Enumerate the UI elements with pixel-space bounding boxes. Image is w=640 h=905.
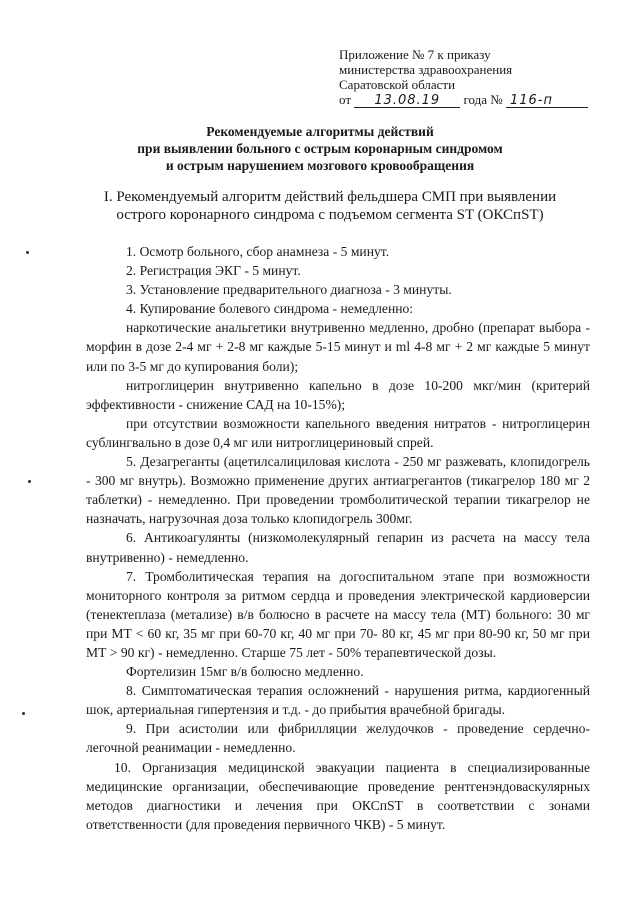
year-number-label: года № xyxy=(463,92,503,107)
list-item-7: 7. Тромболитическая терапия на догоспитальном этапе при возможности мониторного контроля за ритмом сердца и проведения электрической кардиоверсии (тенектеплаза (метализе) в/в болюсно в расчете на массу тела (МТ) больного: 30 мг при МТ < 60 кг, 35 мг при 60-70 кг, 40 мг при 70- 80 кг, 45 мг при 80-90 кг, 50 мг при МТ > 90 кг) - немедленно. Старше 75 лет - 50% терапевтической дозы. xyxy=(86,568,590,660)
appendix-line-2: министерства здравоохранения xyxy=(339,62,513,77)
appendix-header xyxy=(339,47,599,108)
scan-speck xyxy=(28,480,31,483)
section-line-2: острого коронарного синдрома с подъемом сегмента ST (ОКСпST) xyxy=(116,207,544,223)
list-item-5: 5. Дезагреганты (ацетилсалициловая кислота - 250 мг разжевать, клопидогрель - 300 мг внутрь). Возможно применение других антиагрегантов (тикагрелор 180 мг 2 таблетки) - немедленно. При проведении тромболитической терапии тикагрелор не назначать, нагрузочная доза только клопидогрель 300мг. xyxy=(86,454,590,527)
appendix-line-1: Приложение № 7 к приказу xyxy=(339,47,491,62)
algorithm-body xyxy=(86,242,590,834)
list-item-8: 8. Симптоматическая терапия осложнений - нарушения ритма, кардиогенный шок, артериальная гипертензия и т.д. - до прибытия врачебной бригады. xyxy=(86,683,590,718)
appendix-date-line xyxy=(339,92,599,108)
title-line-3: и острым нарушением мозгового кровообращения xyxy=(165,158,475,173)
scan-speck xyxy=(22,712,25,715)
scan-speck xyxy=(26,251,29,254)
section-line-1: I. Рекомендуемый алгоритм действий фельдшера СМП при выявлении xyxy=(103,189,557,205)
title-line-1: Рекомендуемые алгоритмы действий xyxy=(206,124,434,139)
list-item-10: 10. Организация медицинской эвакуации пациента в специализированные медицинские организации, обеспечивающие проведение рентгенэндоваскулярных методов диагностики и лечения при ОКСпST в соответствии с зонами ответственности (для проведения первичного ЧКВ) - 5 минут. xyxy=(86,759,590,832)
list-item-3: 3. Установление предварительного диагноза - 3 минуты. xyxy=(126,282,452,298)
handwritten-date: 13.08.19 xyxy=(354,94,460,108)
list-item-4-nitroglycerin-iv: нитроглицерин внутривенно капельно в дозе 10-200 мкг/мин (критерий эффективности - снижение САД на 10-15%); xyxy=(86,377,590,412)
section-heading xyxy=(80,188,580,224)
list-item-4: 4. Купирование болевого синдрома - немедленно: xyxy=(126,301,414,317)
list-item-1: 1. Осмотр больного, сбор анамнеза - 5 минут. xyxy=(126,244,390,259)
appendix-line-3: Саратовской области xyxy=(339,77,456,92)
handwritten-order-number: 116-п xyxy=(506,94,588,108)
list-item-9: 9. При асистолии или фибрилляции желудочков - проведение сердечно-легочной реанимации - немедленно. xyxy=(86,721,590,756)
date-prefix: от xyxy=(339,92,352,107)
list-item-2: 2. Регистрация ЭКГ - 5 минут. xyxy=(126,263,301,279)
list-item-7-fortelyzin: Фортелизин 15мг в/в болюсно медленно. xyxy=(126,664,364,680)
document-title xyxy=(60,123,580,174)
list-item-6: 6. Антикоагулянты (низкомолекулярный гепарин из расчета на массу тела внутривенно) - немедленно. xyxy=(86,530,590,565)
list-item-4-narcotic: наркотические анальгетики внутривенно медленно, дробно (препарат выбора - морфин в дозе 2-4 мг + 2-8 мг каждые 5-15 минут и ml 4-8 мг + 2 мг каждые 5 минут или по 3-5 мг до купирования боли); xyxy=(86,320,590,374)
list-item-4-nitroglycerin-sl: при отсутствии возможности капельного введения нитратов - нитроглицерин сублингвально в дозе 0,4 мг или нитроглицериновый спрей. xyxy=(86,415,590,450)
title-line-2: при выявлении больного с острым коронарным синдромом xyxy=(137,141,503,156)
